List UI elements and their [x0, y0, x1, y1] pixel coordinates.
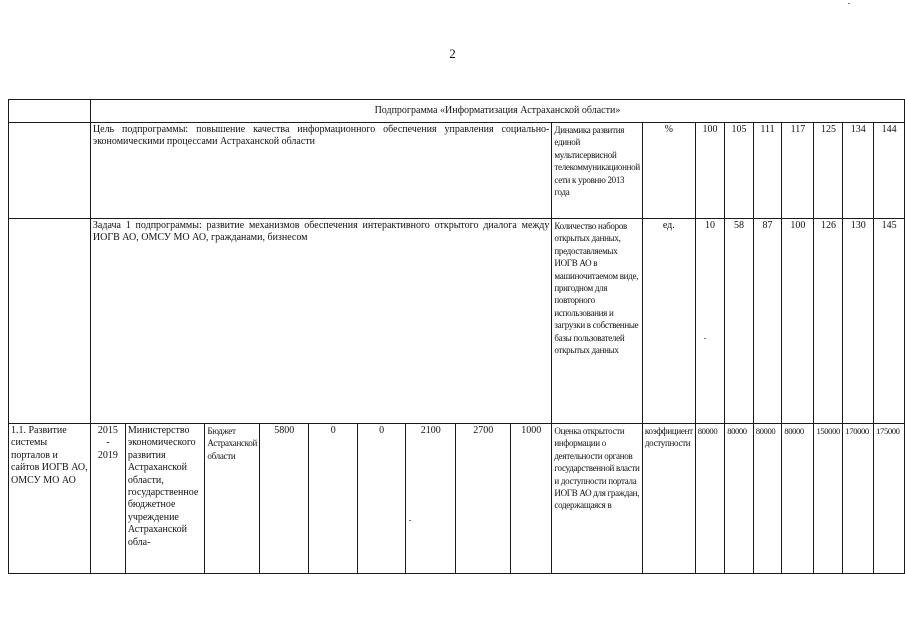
scan-speck: [848, 3, 850, 4]
activity-value-6: 170000: [843, 424, 874, 574]
activity-value-5: 150000: [814, 424, 843, 574]
activity-amount-2015: 0: [309, 424, 358, 574]
task-unit: ед.: [642, 219, 695, 424]
activity-years: 2015 - 2019: [90, 424, 125, 574]
empty-cell: [9, 219, 91, 424]
goal-value-3: 111: [753, 123, 782, 219]
task-value-7: 145: [874, 219, 905, 424]
task-value-2: 58: [725, 219, 754, 424]
activity-value-4: 80000: [782, 424, 814, 574]
task-row: [9, 219, 905, 424]
goal-value-6: 134: [843, 123, 874, 219]
scan-speck: [409, 520, 411, 521]
subprogram-header-row: [9, 100, 905, 123]
activity-amount-2018: 2700: [456, 424, 511, 574]
activity-value-3: 80000: [753, 424, 782, 574]
goal-unit: %: [642, 123, 695, 219]
task-value-6: 130: [843, 219, 874, 424]
activity-indicator: Оценка открытости информации о деятельности органов государственной власти и доступности портала ИОГВ АО для граждан, содержащаяся в: [552, 424, 643, 574]
activity-name: 1.1. Развитие системы порталов и сайтов ИОГВ АО, ОМСУ МО АО: [9, 424, 91, 574]
scan-speck: [704, 338, 706, 339]
task-indicator: Количество наборов открытых данных, предоставляемых ИОГВ АО в машиночитаемом виде, пригодном для повторного использования и загрузки в собственные базы пользователей открытых данных: [552, 219, 643, 424]
goal-value-2: 105: [725, 123, 754, 219]
task-value-1: 10: [695, 219, 724, 424]
goal-row: [9, 123, 905, 219]
empty-cell: [9, 123, 91, 219]
page-number: 2: [449, 46, 456, 61]
activity-executor: Министерство экономического развития Астраханской области, государственное бюджетное учреждение Астраханской обла-: [125, 424, 205, 574]
goal-description: Цель подпрограммы: повышение качества информационного обеспечения управления социально-экономическими процессами Астраханской области: [90, 123, 551, 219]
activity-value-2: 80000: [725, 424, 754, 574]
goal-indicator: Динамика развития единой мультисервисной телекоммуникационной сети к уровню 2013 года: [552, 123, 643, 219]
activity-amount-total: 5800: [260, 424, 309, 574]
activity-amount-2017: 2100: [406, 424, 456, 574]
activity-source: Бюджет Астраханской области: [205, 424, 260, 574]
goal-value-7: 144: [874, 123, 905, 219]
activity-unit: коэффициент доступности: [642, 424, 695, 574]
activity-row: [9, 424, 905, 574]
activity-amount-2019: 1000: [511, 424, 552, 574]
task-value-3: 87: [753, 219, 782, 424]
program-table: [8, 99, 905, 574]
task-value-5: 126: [814, 219, 843, 424]
activity-value-1: 80000: [695, 424, 724, 574]
goal-value-5: 125: [814, 123, 843, 219]
activity-value-7: 175000: [874, 424, 905, 574]
goal-value-1: 100: [695, 123, 724, 219]
subprogram-title: Подпрограмма «Информатизация Астраханской области»: [90, 100, 904, 123]
task-value-4: 100: [782, 219, 814, 424]
activity-amount-2016: 0: [358, 424, 406, 574]
goal-value-4: 117: [782, 123, 814, 219]
task-description: Задача 1 подпрограммы: развитие механизмов обеспечения интерактивного открытого диалога между ИОГВ АО, ОМСУ МО АО, гражданами, бизнесом: [90, 219, 551, 424]
empty-cell: [9, 100, 91, 123]
